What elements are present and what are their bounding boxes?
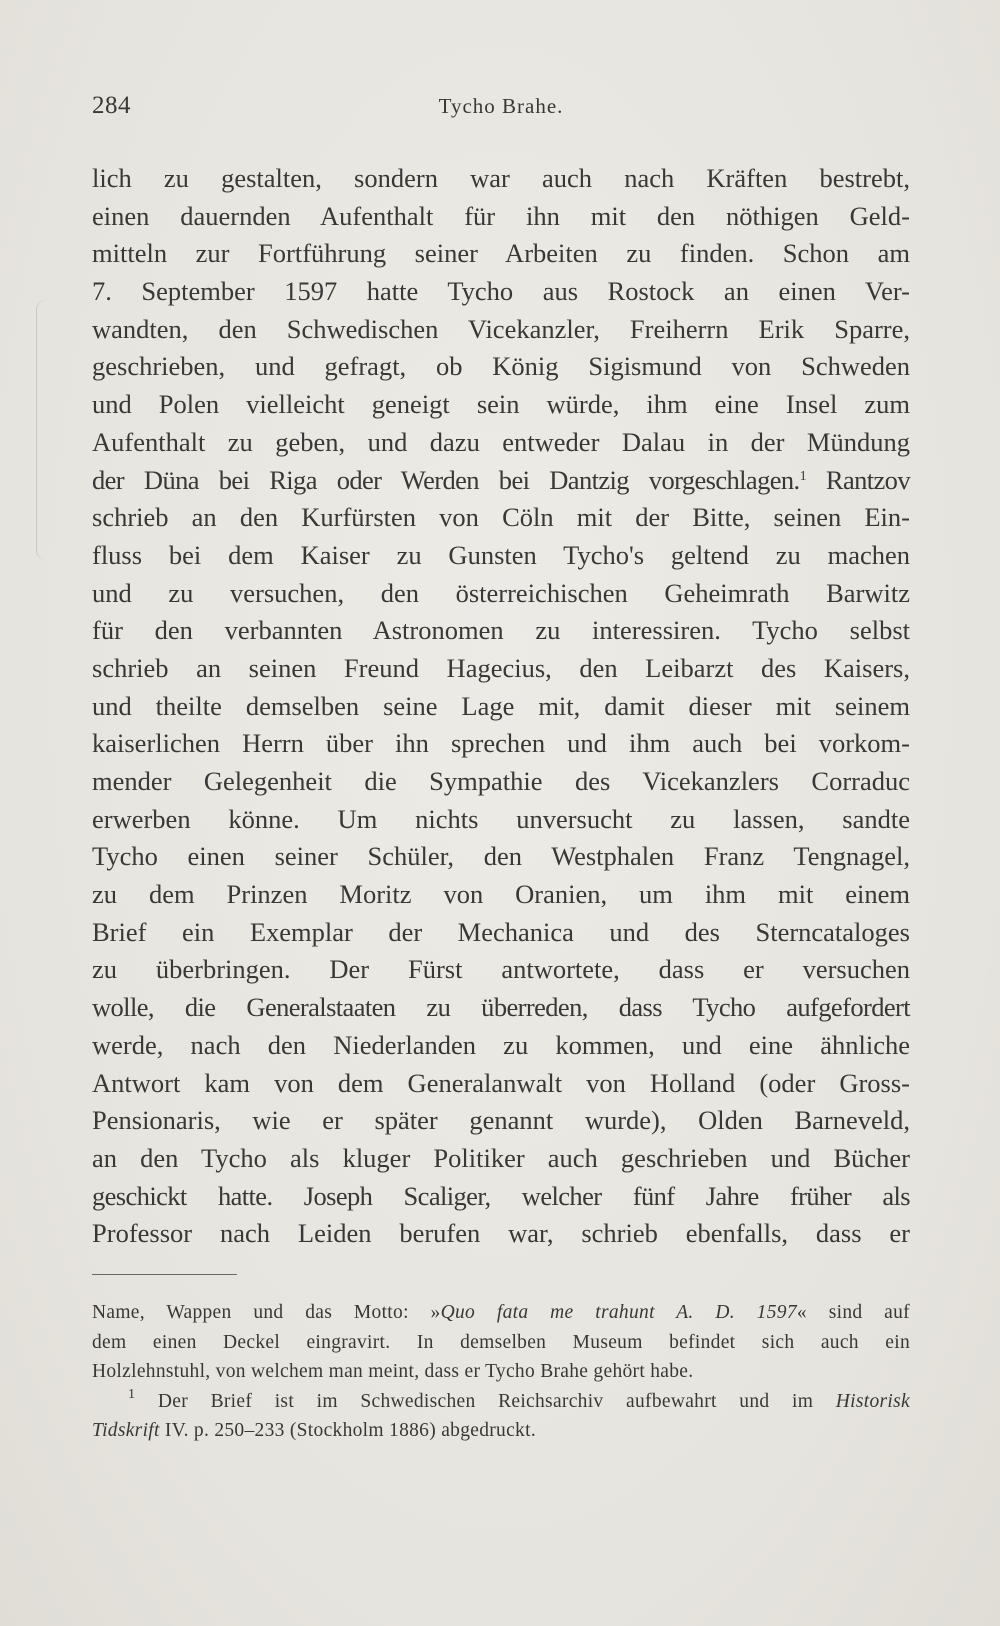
footnote-line: dem einen Deckel eingravirt. In demselben Museum befindet sich auch ein	[92, 1331, 910, 1353]
journal-title-italic: Historisk	[835, 1390, 910, 1412]
text-line: schrieb an den Kurfürsten von Cöln mit der Bitte, seinen Ein-	[92, 502, 910, 533]
running-head	[92, 92, 910, 132]
footnote-line	[92, 1298, 910, 1328]
text-segment: Der Brief ist im Schwedischen Reichsarchiv aufbewahrt und im	[157, 1390, 814, 1412]
text-segment: « sind auf	[796, 1302, 910, 1323]
text-line: fluss bei dem Kaiser zu Gunsten Tycho's geltend zu machen	[92, 539, 910, 570]
main-text	[92, 160, 910, 1253]
footnote-reference: 1	[799, 468, 806, 484]
text-segment: Rantzov	[825, 464, 910, 495]
text-line-with-footnote	[92, 462, 910, 500]
footnote-divider	[92, 1274, 237, 1275]
text-line: Antwort kam von dem Generalanwalt von Holland (oder Gross-	[92, 1067, 910, 1098]
text-segment: Name, Wappen und das Motto: »	[92, 1302, 441, 1323]
text-line: werde, nach den Niederlanden zu kommen, und eine ähnliche	[92, 1029, 910, 1060]
text-line: und theilte demselben seine Lage mit, damit dieser mit seinem	[92, 690, 910, 721]
text-line: kaiserlichen Herrn über ihn sprechen und ihm auch bei vorkom-	[92, 728, 910, 759]
text-line: schrieb an seinen Freund Hagecius, den Leibarzt des Kaisers,	[92, 652, 910, 683]
text-line: geschickt hatte. Joseph Scaliger, welcher fünf Jahre früher als	[92, 1180, 910, 1211]
text-line: zu überbringen. Der Fürst antwortete, dass er versuchen	[92, 954, 910, 985]
text-line: zu dem Prinzen Moritz von Oranien, um ihm mit einem	[92, 879, 910, 910]
text-line: an den Tycho als kluger Politiker auch geschrieben und Bücher	[92, 1142, 910, 1173]
motto-italic: Quo fata me trahunt A. D. 1597	[440, 1302, 797, 1323]
text-line: Aufenthalt zu geben, und dazu entweder Dalau in der Mündung	[92, 426, 910, 457]
text-line: erwerben könne. Um nichts unversucht zu lassen, sandte	[92, 803, 910, 834]
text-line: geschrieben, und gefragt, ob König Sigismund von Schweden	[92, 351, 910, 382]
text-line: mitteln zur Fortführung seiner Arbeiten zu finden. Schon am	[92, 238, 910, 269]
footnote-line	[92, 1387, 910, 1417]
text-line: Tycho einen seiner Schüler, den Westphalen Franz Tengnagel,	[92, 841, 910, 872]
text-line: wandten, den Schwedischen Vicekanzler, Freiherrn Erik Sparre,	[92, 313, 910, 344]
text-segment: IV. p. 250–233 (Stockholm 1886) abgedruckt.	[164, 1420, 537, 1441]
text-segment: der Düna bei Riga oder Werden bei Dantzig vorgeschlagen.	[92, 464, 800, 495]
text-line: Pensionaris, wie er später genannt wurde), Olden Barneveld,	[92, 1105, 910, 1136]
text-line: und Polen vielleicht geneigt sein würde, ihm eine Insel zum	[92, 389, 910, 420]
text-line: einen dauernden Aufenthalt für ihn mit den nöthigen Geld-	[92, 200, 910, 231]
text-line: Professor nach Leiden berufen war, schrieb ebenfalls, dass er	[92, 1218, 910, 1249]
text-line: wolle, die Generalstaaten zu überreden, dass Tycho aufgefordert	[92, 992, 910, 1023]
text-line: 7. September 1597 hatte Tycho aus Rostock an einen Ver-	[92, 276, 910, 307]
journal-title-italic: Tidskrift	[92, 1420, 160, 1441]
margin-pencil-mark	[36, 300, 51, 560]
footnotes	[92, 1298, 910, 1446]
footnote-number: 1	[128, 1386, 136, 1402]
text-line: mender Gelegenheit die Sympathie des Vicekanzlers Corraduc	[92, 766, 910, 796]
footnote-line	[92, 1416, 910, 1446]
text-line: Brief ein Exemplar der Mechanica und des Sterncataloges	[92, 916, 910, 947]
footnote-line: Holzlehnstuhl, von welchem man meint, dass er Tycho Brahe gehört habe.	[92, 1361, 694, 1382]
running-title: Tycho Brahe.	[438, 94, 564, 118]
text-line: lich zu gestalten, sondern war auch nach Kräften bestrebt,	[92, 163, 910, 193]
page-number: 284	[92, 92, 131, 119]
text-line: und zu versuchen, den österreichischen Geheimrath Barwitz	[92, 577, 910, 608]
text-line: für den verbannten Astronomen zu interessiren. Tycho selbst	[92, 615, 910, 646]
